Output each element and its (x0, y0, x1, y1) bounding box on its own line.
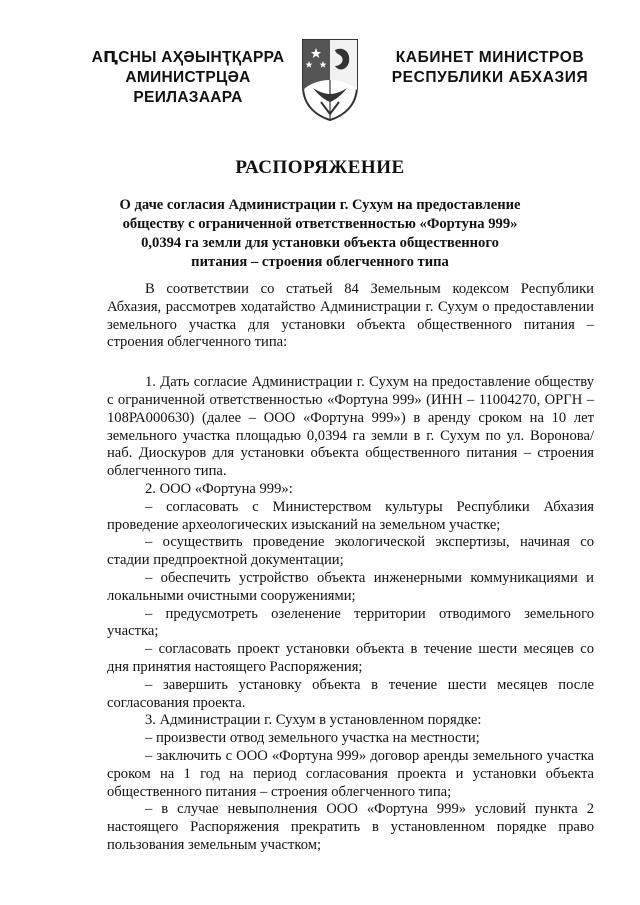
clause-2-item: – обеспечить устройство объекта инженерными коммуникациями и локальными очистными сооружениями; (107, 569, 594, 604)
document-body (107, 281, 594, 855)
clause-2-item: – согласовать с Министерством культуры Республики Абхазия проведение археологических изысканий на земельном участке; (107, 498, 594, 533)
clause-2: 2. ООО «Фортуна 999»: (145, 480, 293, 497)
clause-2-item: – согласовать проект установки объекта в течение шести месяцев со дня принятия настоящего Распоряжения; (107, 641, 594, 675)
subject-line: 0,0394 га земли для установки объекта общественного (141, 235, 499, 251)
document-title: РАСПОРЯЖЕНИЕ (235, 157, 405, 178)
clause-2-item: – завершить установку объекта в течение шести месяцев после согласования проекта. (107, 676, 594, 711)
clause-3-item: – в случае невыполнения ООО «Фортуна 999» условий пункта 2 настоящего Распоряжения прекратить в установленном порядке право пользования земельным участком; (107, 801, 594, 853)
preamble-paragraph: В соответствии со статьей 84 Земельным кодексом Республики Абхазия, рассмотрев ходатайство Администрации г. Сухум о предоставлении земельного участка для установки объекта общественного питания – строения облегченного типа: (107, 281, 594, 351)
clause-1: 1. Дать согласие Администрации г. Сухум на предоставление обществу с ограниченной ответственностью «Фортуна 999» (ИНН – 11004270, ОРГН – 108РА000630) (далее – ООО «Фортуна 999») в аренду сроком на 10 лет земельного участка площадью 0,0394 га земли в г. Сухум по ул. Воронова/наб. Диоскуров для установки объекта общественного питания – строения облегченного типа. (107, 374, 594, 480)
letterhead (0, 36, 640, 132)
letterhead-russian-line1: КАБИНЕТ МИНИСТРОВ (395, 49, 585, 66)
letterhead-abkhaz-line2: АМИНИСТРЦӘА РЕИЛАЗААРА (125, 69, 251, 106)
letterhead-abkhaz (78, 48, 298, 108)
clause-2-item: – осуществить проведение экологической экспертизы, начиная со стадии предпроектной документации; (107, 534, 594, 569)
abkhazia-emblem-icon (299, 36, 361, 122)
clause-3: 3. Администрации г. Сухум в установленном порядке: (145, 712, 482, 729)
letterhead-russian-line2: РЕСПУБЛИКИ АБХАЗИЯ (391, 69, 589, 86)
clause-3-item: – произвести отвод земельного участка на местности; (145, 730, 480, 747)
clause-2-item: – предусмотреть озеленение территории отводимого земельного участка; (107, 605, 594, 640)
subject-line: обществу с ограниченной ответственностью «Фортуна 999» (122, 216, 518, 232)
subject-line: питания – строения облегченного типа (191, 254, 449, 270)
letterhead-russian (380, 48, 600, 88)
letterhead-abkhaz-line1: АԤСНЫ АҲӘЫНҬҚАРРА (91, 49, 285, 66)
subject-line: О даче согласия Администрации г. Сухум на предоставление (119, 197, 521, 213)
clause-3-item: – заключить с ООО «Фортуна 999» договор аренды земельного участка сроком на 1 год на период согласования проекта и установки объекта общественного питания – строения облегченного типа; (107, 747, 594, 800)
document-subject (100, 196, 540, 272)
